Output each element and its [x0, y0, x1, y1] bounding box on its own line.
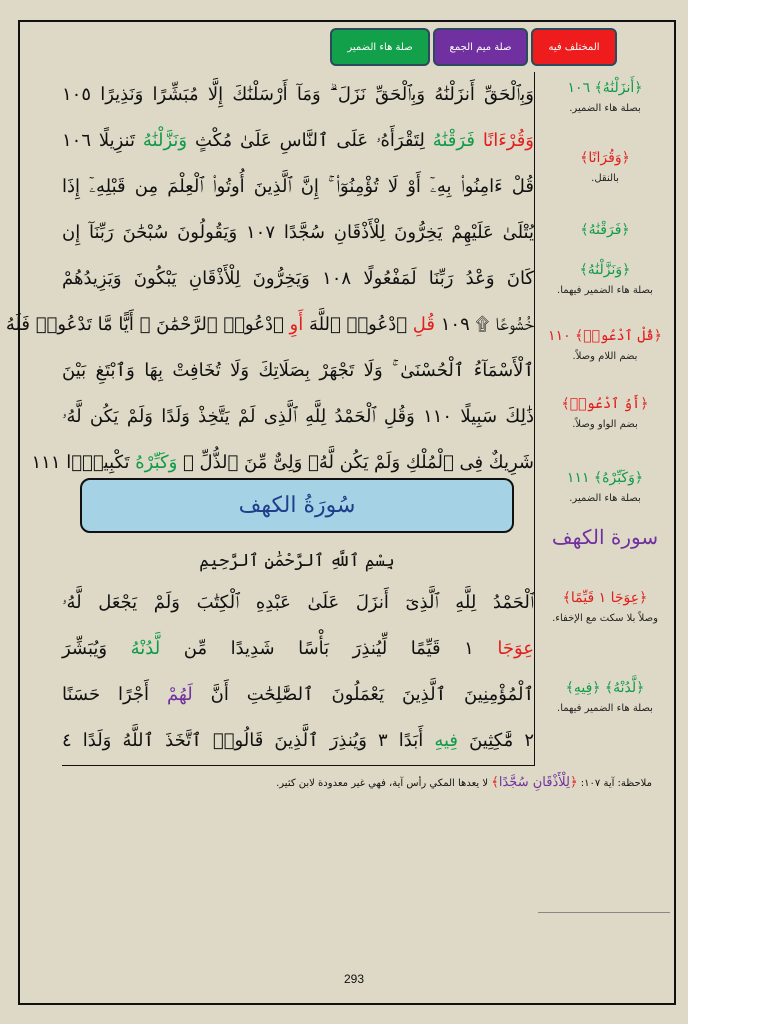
verse-line: [62, 718, 534, 764]
note-description: بضم اللام وصلاً.: [572, 351, 638, 362]
footnote-suffix: لا يعدها المكي رأس آية، فهي غير معدودة لابن كثير.: [276, 778, 489, 789]
highlighted-word: أَوِ: [289, 314, 304, 335]
margin-note: [538, 222, 672, 238]
verse-text: ذَٰلِكَ سَبِيلًا ١١٠ وَقُلِ ٱلْحَمْدُ لِلَّهِ ٱلَّذِى لَمْ يَتَّخِذْ وَلَدًا وَلَمْ يَكُن لَّهُۥ: [62, 406, 534, 427]
verse-text: شَرِيكٌ فِى ٱلْمُلْكِ وَلَمْ يَكُن لَّهُۥ وَلِىٌّ مِّنَ ٱلذُّلِّ ۖ: [177, 452, 534, 473]
footnote-prefix: ملاحظة: آية ١٠٧:: [580, 778, 652, 789]
verse-text: ٢ مَّٰكِثِينَ: [458, 730, 535, 751]
highlighted-word: قُلِ: [412, 314, 435, 335]
verse-line: [62, 72, 534, 118]
note-description: بصلة هاء الضمير فيهما.: [557, 285, 653, 296]
page-number: 293: [343, 972, 365, 986]
verse-text: قُلْ ءَامِنُوا۟ بِهِۦٓ أَوْ لَا تُؤْمِنُوٓا۟ ۚ إِنَّ ٱلَّذِينَ أُوتُوا۟ ٱلْعِلْمَ مِن قَبْلِهِۦٓ إِذَا: [62, 176, 534, 197]
verse-text: وَبِٱلْحَقِّ أَنزَلْنَٰهُ وَبِٱلْحَقِّ نَزَلَ ۗ وَمَآ أَرْسَلْنَٰكَ إِلَّا مُبَشِّرًا وَنَذِيرًا ١٠٥: [62, 84, 534, 105]
note-surah-heading: سورة الكهف: [551, 525, 659, 549]
highlighted-word: لَّدُنْهُ: [130, 638, 161, 659]
legend-haa-damir: صلة هاء الضمير: [330, 28, 430, 66]
verse-text: تَكْبِيرًۢا ١١١: [31, 452, 136, 473]
note-description: بصلة هاء الضمير.: [569, 493, 641, 504]
color-legend: [330, 28, 617, 66]
verse-text: ٱدْعُوا۟ ٱلرَّحْمَٰنَ ۖ أَيًّا مَّا تَدْعُوا۟ فَلَهُ: [5, 314, 290, 335]
quran-text-kahf: [62, 580, 534, 764]
margin-note: [538, 262, 672, 300]
verse-text: ٱدْعُوا۟ ٱللَّهَ: [303, 314, 413, 335]
verse-text: يُتْلَىٰ عَلَيْهِمْ يَخِرُّونَ لِلْأَذْقَانِ سُجَّدًا ١٠٧ وَيَقُولُونَ سُبْحَٰنَ رَبِّنَآ إِن: [62, 222, 535, 243]
verse-text: ٱلْأَسْمَآءُ ٱلْحُسْنَىٰ ۚ وَلَا تَجْهَرْ بِصَلَاتِكَ وَلَا تُخَافِتْ بِهَا وَٱبْتَغِ بَيْنَ: [62, 360, 534, 381]
footnote-word: لِلْأَذْقَانِ سُجَّدًا: [498, 775, 570, 790]
highlighted-word: وَنَزَّلْنَٰهُ: [142, 130, 188, 151]
footnote-bracket-open: ﴿: [569, 775, 578, 790]
note-word: ﴿فَرَقْنَٰهُ﴾: [580, 222, 630, 238]
note-word: ﴿وَكَبِّرْهُ﴾ ١١١: [566, 470, 644, 486]
legend-mukhtalaf: المختلف فيه: [531, 28, 617, 66]
verse-text: أَجْرًا حَسَنًا: [62, 684, 167, 705]
legend-meem-jam: صلة ميم الجمع: [433, 28, 528, 66]
basmala: بِسْمِ ٱللَّهِ ٱلرَّحْمَٰنِ ٱلرَّحِيمِ: [199, 550, 395, 571]
verse-line: [62, 256, 534, 302]
note-description: بالنقل.: [591, 173, 619, 184]
verse-text: لِتَقْرَأَهُۥ عَلَى ٱلنَّاسِ عَلَىٰ مُكْثٍ: [187, 130, 425, 151]
text-bottom-rule: [62, 765, 534, 766]
margin-note: [538, 590, 672, 628]
footnote: [120, 775, 652, 790]
verse-text: ١ قَيِّمًا لِّيُنذِرَ بَأْسًا شَدِيدًا مِّن: [160, 638, 498, 659]
note-word: ﴿عِوَجَا ١ قَيِّمًا﴾: [562, 590, 648, 606]
highlighted-word: وَكَبِّرْهُ: [135, 452, 178, 473]
note-word: ﴿قُلْ ٱدْعُوا۟﴾ ١١٠: [548, 328, 662, 344]
margin-note: [538, 80, 672, 118]
margin-note: [538, 150, 672, 188]
note-word: ﴿أَنزَلْنَٰهُ﴾ ١٠٦: [567, 80, 643, 96]
verse-line: [62, 672, 534, 718]
verse-text: ٱلْمُؤْمِنِينَ ٱلَّذِينَ يَعْمَلُونَ ٱلصَّٰلِحَٰتِ أَنَّ: [192, 684, 534, 705]
note-word: ﴿وَنَزَّلْنَٰهُ﴾: [579, 262, 631, 278]
note-description: بصلة هاء الضمير.: [569, 103, 641, 114]
highlighted-word: عِوَجَا: [497, 638, 534, 659]
highlighted-word: وَقُرْءَانًا: [482, 130, 534, 151]
note-word: ﴿وَقُرَانًا﴾: [580, 150, 630, 166]
text-column-divider: [534, 72, 535, 766]
verse-line: [62, 580, 534, 626]
verse-line: [5, 302, 534, 348]
footnote-bracket-close: ﴾: [491, 775, 499, 790]
notes-divider: [538, 912, 670, 913]
verse-text: وَيُبَشِّرَ: [62, 638, 131, 659]
quran-text-isra: [5, 72, 535, 486]
verse-line: [62, 626, 534, 672]
surah-title: سُورَةُ الكهف: [238, 493, 356, 518]
margin-note: [538, 470, 672, 508]
verse-text: ٱلْحَمْدُ لِلَّهِ ٱلَّذِىٓ أَنزَلَ عَلَىٰ عَبْدِهِ ٱلْكِتَٰبَ وَلَمْ يَجْعَل لَّهُۥ: [62, 592, 534, 613]
margin-note: [538, 396, 672, 434]
verse-line: [62, 394, 534, 440]
verse-text: خُشُوعًا ۩ ١٠٩: [435, 314, 534, 335]
highlighted-word: فَرَقْنَٰهُ: [424, 130, 483, 151]
verse-line: [62, 164, 534, 210]
note-word: ﴿لَّدُنْهُ﴾ ﴿فِيهِ﴾: [565, 680, 645, 696]
margin-note: [538, 680, 672, 718]
surah-banner: [80, 478, 514, 533]
margin-note: [538, 328, 672, 366]
verse-text: تَنزِيلًا ١٠٦: [62, 130, 143, 151]
note-description: وصلاً بلا سكت مع الإخفاء.: [552, 613, 658, 624]
verse-text: أَبَدًا ٣ وَيُنذِرَ ٱلَّذِينَ قَالُوا۟ ٱتَّخَذَ ٱللَّهُ وَلَدًا ٤: [62, 730, 435, 751]
verse-text: كَانَ وَعْدُ رَبِّنَا لَمَفْعُولًا ١٠٨ وَيَخِرُّونَ لِلْأَذْقَانِ يَبْكُونَ وَيَزِيدُهُمْ: [62, 268, 535, 289]
verse-line: [62, 118, 534, 164]
note-description: بضم الواو وصلاً.: [572, 419, 638, 430]
highlighted-word: فِيهِ: [434, 730, 459, 751]
note-word: ﴿أَوُ ٱدْعُوا۟﴾: [561, 396, 649, 412]
verse-line: [62, 210, 534, 256]
highlighted-word: لَهُمْ: [166, 684, 193, 705]
verse-line: [62, 348, 534, 394]
note-description: بصلة هاء الضمير فيهما.: [557, 703, 653, 714]
